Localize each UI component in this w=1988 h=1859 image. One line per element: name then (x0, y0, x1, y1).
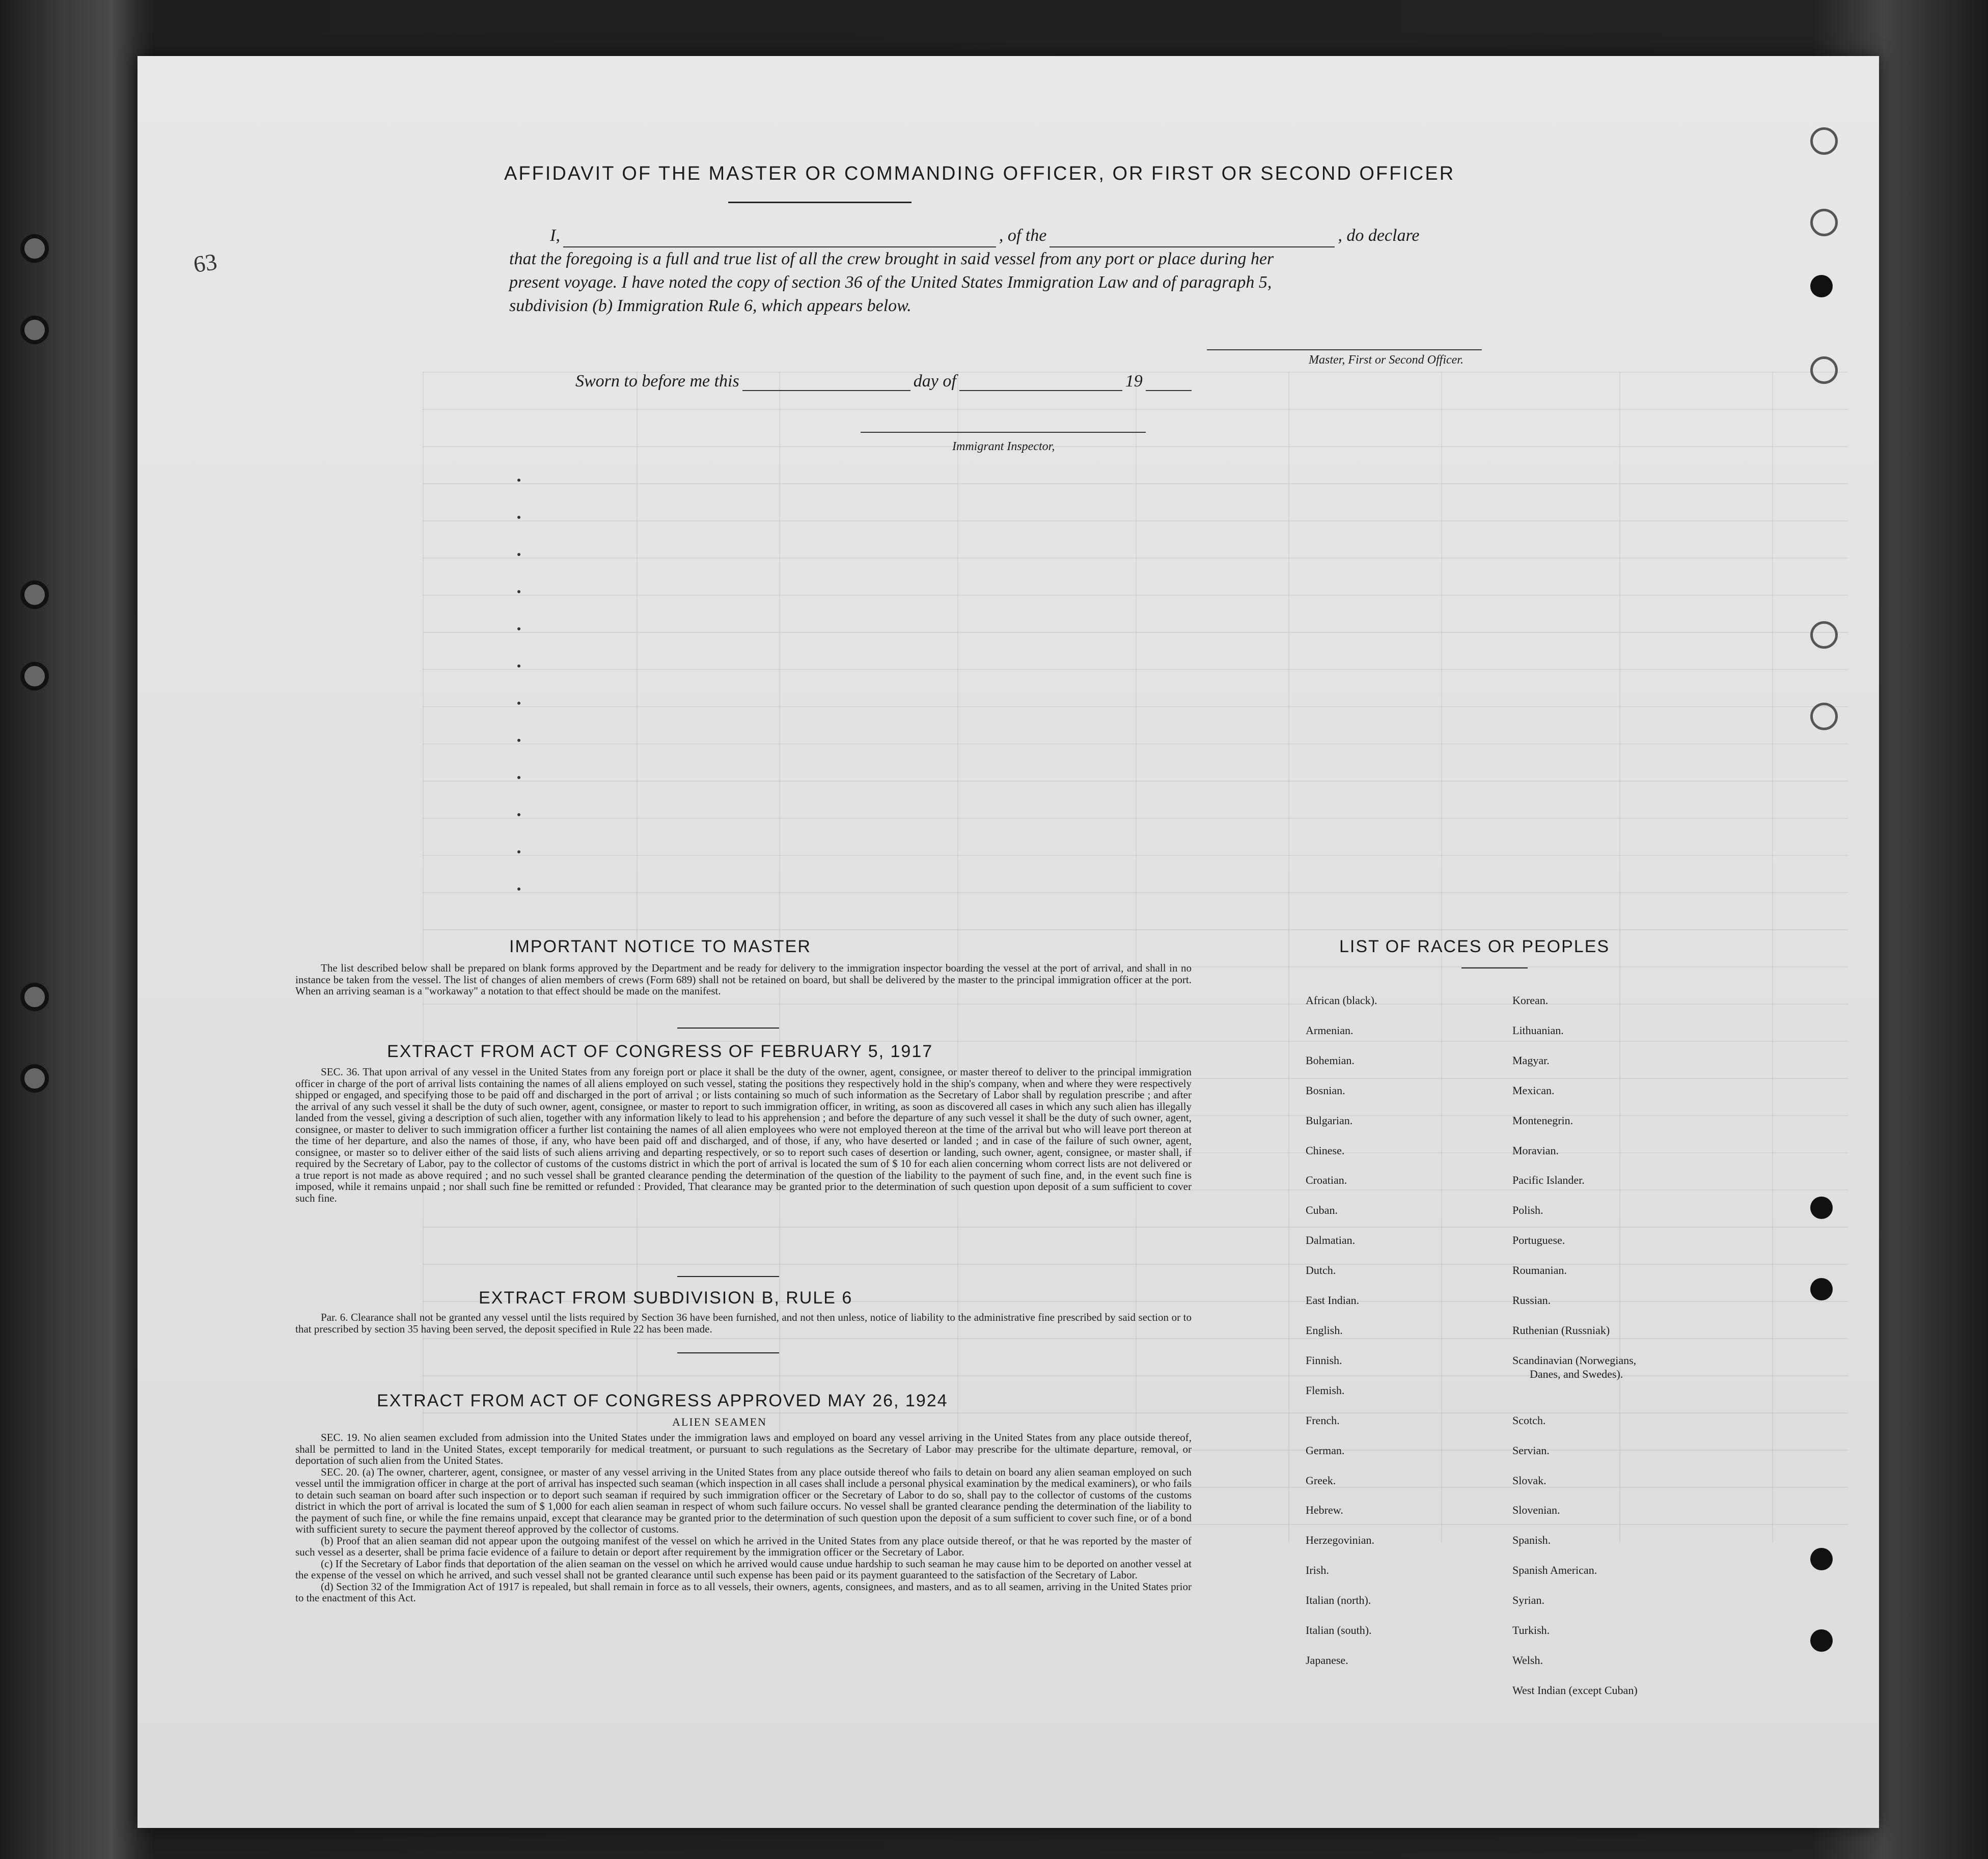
race-item: Slovak. (1512, 1474, 1547, 1487)
sec-20d-paragraph: (d) Section 32 of the Immigration Act of 1917 is repealed, but shall remain in force as to all vessels, their owners, agents, consignees, and masters, and as to all seamen, arriving in the United States prior to the enactment of this Act. (295, 1580, 1192, 1604)
notice-text (295, 962, 1192, 997)
races-right-column (1512, 986, 1638, 1706)
grid-col-line (637, 372, 638, 1543)
decl-i: I, (550, 226, 560, 245)
race-item: Herzegovinian. (1306, 1534, 1374, 1547)
sec-20b-paragraph: (b) Proof that an alien seaman did not appear upon the outgoing manifest of the vessel on which he arrived in the United States from any place outside thereof, or that he was reported by the master of such vessel as a deserter, shall be prima facie evidence of a failure to detain or deport after requirement by the immigration officer or the Secretary of Labor. (295, 1534, 1192, 1558)
race-item: Bosnian. (1306, 1084, 1345, 1097)
signature-label: Master, First or Second Officer. (1309, 353, 1464, 367)
extract-1917-paragraph: SEC. 36. That upon arrival of any vessel in the United States from any foreign port or place it shall be the duty of the owner, agent, consignee, or master thereof to deliver to the principal immigration officer in charge of the port of arrival lists containing the names of all aliens employed on such vessel, stating the positions they respectively hold in the ship's company, when and where they were respectively shipped or engaged, and specifying those to be paid off and discharged in the port of arrival ; or lists containing so much of such information as the Secretary of Labor shall by regulation prescribe ; and after the arrival of any such vessel it shall be the duty of such owner, agent, consignee, or master to report to such immigration officer, in writing, as soon as discovered all cases in which any such alien has illegally landed from the vessel, giving a description of such alien, together with any information likely to lead to his apprehension ; and before the departure of any such vessel it shall be the duty of such owner, agent, consignee, or master to deliver to such immigration officer a further list containing the names of all alien employees who were not employed thereon at the time of the arrival but who will leave port thereon at the time of her departure, and also the names of those, if any, who have been paid off and discharged, and of those, if any, who have deserted or landed ; and in case of the failure of such owner, agent, consignee, or master so to deliver either of the said lists of such aliens arriving and departing respectively, or so to report such cases of desertion or landing, such owner, agent, consignee, or master shall, if required by the Secretary of Labor, pay to the collector of customs of the customs district in which the port of arrival is located the sum of $ 10 for each alien concerning whom correct lists are not delivered or a true report is not made as above required ; and no such vessel shall be granted clearance pending the determination of the question of the liability to the payment of such fine, and, in the event such fine is imposed, while it remains unpaid ; nor shall such fine be remitted or refunded : Provided, That clearance may be granted prior to the determination of such question upon deposit of a sum sufficient to cover such fine. (295, 1066, 1192, 1204)
race-item: Danes, and Swedes). (1530, 1367, 1623, 1380)
race-item: Armenian. (1306, 1023, 1354, 1037)
race-item: Flemish. (1306, 1383, 1345, 1397)
row-dot (517, 516, 520, 519)
race-item: Scandinavian (Norwegians, (1512, 1353, 1637, 1367)
punch-hole (1810, 209, 1838, 236)
grid-col-line (779, 372, 780, 1543)
grid-col-line (957, 372, 958, 1543)
affidavit-declaration (509, 224, 1477, 318)
sworn-line (575, 372, 1195, 391)
vessel-blank[interactable] (1050, 230, 1335, 247)
inspector-label: Immigrant Inspector, (952, 440, 1055, 453)
row-dot (517, 590, 520, 593)
race-item: Montenegrin. (1512, 1114, 1573, 1127)
row-dot (517, 627, 520, 630)
decl-line-4: subdivision (b) Immigration Rule 6, which appears below. (509, 296, 912, 315)
punch-hole (1810, 356, 1838, 384)
extract-1917-text (295, 1066, 1192, 1204)
punch-hole (1810, 127, 1838, 155)
subdivision-b-text (295, 1312, 1192, 1335)
race-item: Greek. (1306, 1474, 1336, 1487)
race-item: Mexican. (1512, 1084, 1555, 1097)
races-rule (1461, 967, 1528, 968)
race-item: Italian (north). (1306, 1594, 1371, 1607)
subdivision-b-title: EXTRACT FROM SUBDIVISION B, RULE 6 (479, 1288, 853, 1308)
race-item: Dalmatian. (1306, 1234, 1356, 1247)
race-item: Roumanian. (1512, 1264, 1567, 1277)
race-item: Slovenian. (1512, 1504, 1560, 1517)
decl-line-3: present voyage. I have noted the copy of section 36 of the United States Immigration Law and of paragraph 5, (509, 273, 1272, 292)
extract-1917-rule (677, 1276, 779, 1277)
decl-end: , do declare (1338, 226, 1420, 245)
sec-19-paragraph: SEC. 19. No alien seamen excluded from admission into the United States under the immigration laws and employed on board any vessel arriving in the United States from any place outside thereof, shall be permitted to land in the United States, except temporarily for medical treatment, or pursuant to such regulations as the Secretary of Labor may prescribe for the ultimate departure, removal, or deportation of such alien from the United States. (295, 1431, 1192, 1466)
inspector-line[interactable] (861, 432, 1146, 433)
title-rule (728, 202, 912, 203)
row-dot (517, 813, 520, 816)
race-item: West Indian (except Cuban) (1512, 1683, 1638, 1697)
binder-ring (20, 580, 49, 609)
row-dot (517, 702, 520, 705)
race-item: Syrian. (1512, 1594, 1544, 1607)
race-item: Spanish American. (1512, 1564, 1597, 1577)
race-item: Cuban. (1306, 1204, 1338, 1217)
binder-ring (20, 316, 49, 344)
race-item: Chinese. (1306, 1144, 1345, 1157)
race-item: Ruthenian (Russniak) (1512, 1323, 1610, 1337)
race-item: Polish. (1512, 1204, 1543, 1217)
race-item: Spanish. (1512, 1534, 1551, 1547)
punch-hole (1810, 1548, 1833, 1570)
row-dot (517, 739, 520, 742)
race-item: Bohemian. (1306, 1053, 1355, 1067)
row-dot (517, 479, 520, 482)
race-item: Turkish. (1512, 1624, 1550, 1637)
affidavit-title: AFFIDAVIT OF THE MASTER OR COMMANDING OFFICER, OR FIRST OR SECOND OFFICER (504, 163, 1455, 184)
punch-hole (1810, 703, 1838, 730)
row-dot (517, 776, 520, 779)
notice-paragraph: The list described below shall be prepared on blank forms approved by the Department and be ready for delivery to the immigration inspector boarding the vessel at the port of arrival, and shall in no instance be taken from the vessel. The list of changes of alien members of crews (Form 689) shall not be retained on board, but shall be delivered by the master to the principal immigration officer at the port. When an arriving seaman is a "workaway" a notation to that effect should be made on the manifest. (295, 962, 1192, 997)
decl-of-the: , of the (999, 226, 1047, 245)
binder-ring (20, 234, 49, 263)
grid-col-line (1441, 372, 1442, 1543)
races-title: LIST OF RACES OR PEOPLES (1339, 937, 1610, 956)
extract-1917-title: EXTRACT FROM ACT OF CONGRESS OF FEBRUARY 5, 1917 (387, 1042, 933, 1061)
row-dot (517, 850, 520, 853)
race-item: Lithuanian. (1512, 1023, 1564, 1037)
race-item: English. (1306, 1323, 1343, 1337)
race-item: Hebrew. (1306, 1504, 1343, 1517)
race-item: French. (1306, 1413, 1340, 1427)
race-item: Magyar. (1512, 1053, 1550, 1067)
race-item: German. (1306, 1444, 1345, 1457)
grid-col-line (423, 372, 424, 1543)
sec-20a-paragraph: SEC. 20. (a) The owner, charterer, agent, consignee, or master of any vessel arriving in the United States from any place outside thereof who fails to detain on board any alien seaman employed on such vessel until the immigration officer in charge at the port of arrival has inspected such seaman (which inspection in all cases shall include a personal physical examination by the medical examiners), or who fails to detain such seaman on board after such inspection or to deport such seaman if required by such immigration officer or the Secretary of Labor to do so, shall pay to the collector of customs of the customs district in which the port of arrival is located the sum of $ 1,000 for each alien seaman in respect of whom such failure occurs. No vessel shall be granted clearance pending the determination of the liability to the payment of such fine, or while the fine remains unpaid, except that clearance may be granted prior to the determination of such question upon the deposit of a sum sufficient to cover such fine, or of a bond with sufficient surety to secure the payment thereof approved by the collector of customs. (295, 1465, 1192, 1535)
race-item: Irish. (1306, 1564, 1329, 1577)
sworn-year: 19 (1125, 372, 1143, 391)
sworn-prefix: Sworn to before me this (575, 372, 739, 391)
grid-col-line (1136, 372, 1137, 1543)
extract-1924-title: EXTRACT FROM ACT OF CONGRESS APPROVED MAY 26, 1924 (377, 1391, 948, 1410)
sworn-day-blank[interactable] (742, 374, 910, 391)
race-item: Portuguese. (1512, 1234, 1565, 1247)
binder-rings (20, 102, 51, 1629)
race-item: Scotch. (1512, 1413, 1546, 1427)
name-blank[interactable] (563, 230, 996, 247)
notice-rule (677, 1028, 779, 1029)
punch-hole (1810, 275, 1833, 297)
race-item: Moravian. (1512, 1144, 1559, 1157)
race-item: Russian. (1512, 1294, 1551, 1307)
race-item: East Indian. (1306, 1294, 1360, 1307)
sworn-day: day of (913, 372, 956, 391)
race-item: Korean. (1512, 994, 1549, 1007)
sworn-year-blank[interactable] (1146, 374, 1192, 391)
row-dot (517, 887, 520, 891)
race-item: Bulgarian. (1306, 1114, 1353, 1127)
race-item: Japanese. (1306, 1653, 1348, 1667)
notice-title: IMPORTANT NOTICE TO MASTER (509, 937, 811, 956)
row-dot (517, 664, 520, 668)
race-item: Finnish. (1306, 1353, 1342, 1367)
race-item: Servian. (1512, 1444, 1550, 1457)
punch-hole (1810, 1629, 1833, 1652)
signature-line[interactable] (1207, 349, 1482, 350)
punch-hole (1810, 1278, 1833, 1300)
binder-ring (20, 1064, 49, 1093)
extract-1924-subtitle: ALIEN SEAMEN (672, 1416, 767, 1428)
decl-line-2: that the foregoing is a full and true list of all the crew brought in said vessel from any port or place during her (509, 249, 1274, 268)
punch-hole (1810, 621, 1838, 649)
sworn-month-blank[interactable] (959, 374, 1122, 391)
row-dot (517, 553, 520, 556)
race-item: Italian (south). (1306, 1624, 1372, 1637)
punch-hole (1810, 1197, 1833, 1219)
race-item: African (black). (1306, 994, 1377, 1007)
subdivision-b-paragraph: Par. 6. Clearance shall not be granted any vessel until the lists required by Section 36 have been furnished, and not then unless, notice of liability to the administrative fine prescribed by said section or to that prescribed by section 35 having been served, the deposit specified in Rule 22 has been made. (295, 1311, 1192, 1335)
grid-col-line (1288, 372, 1289, 1543)
handwritten-page-mark: 63 (191, 248, 219, 278)
race-item: Welsh. (1512, 1653, 1543, 1667)
race-item: Dutch. (1306, 1264, 1336, 1277)
race-item: Croatian. (1306, 1174, 1347, 1187)
grid-col-line (1772, 372, 1773, 1543)
manifest-page (137, 56, 1879, 1828)
binder-ring (20, 983, 49, 1011)
extract-1924-text (295, 1432, 1192, 1604)
races-left-column (1306, 986, 1377, 1676)
binder-ring (20, 662, 49, 690)
subdivision-b-rule (677, 1352, 779, 1353)
race-item: Pacific Islander. (1512, 1174, 1585, 1187)
sec-20c-paragraph: (c) If the Secretary of Labor finds that deportation of the alien seaman on the vessel on which he arrived would cause undue hardship to such seaman he may cause him to be deported on another vessel at the expense of the vessel on which he arrived, and such vessel shall not be granted clearance until such expense has been paid or its payment guaranteed to the satisfaction of the Secretary of Labor. (295, 1557, 1192, 1581)
